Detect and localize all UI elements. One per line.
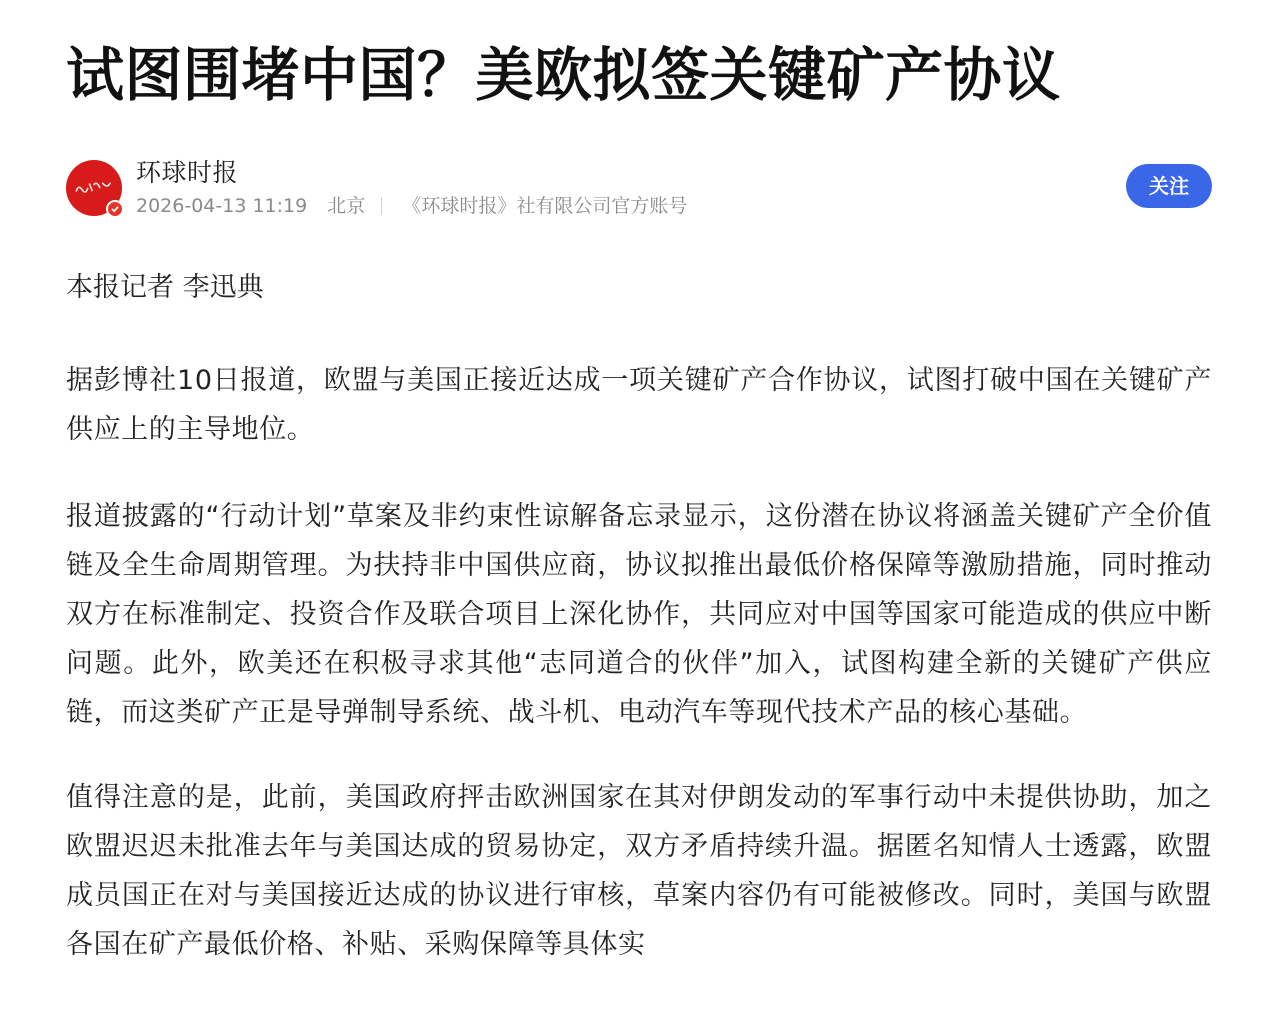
author-name[interactable]: 环球时报: [136, 158, 239, 187]
author-bar: [66, 156, 1212, 220]
author-meta: [136, 194, 687, 218]
follow-button[interactable]: 关注: [1126, 164, 1212, 208]
article-title: 试图围堵中国？美欧拟签关键矿产协议: [66, 41, 1061, 109]
article-paragraph: 值得注意的是，此前，美国政府抨击欧洲国家在其对伊朗发动的军事行动中未提供协助，加之欧盟迟迟未批准去年与美国达成的贸易协定，双方矛盾持续升温。据匿名知情人士透露，欧盟成员国正在对与美国接近达成的协议进行审核，草案内容仍有可能被修改。同时，美国与欧盟各国在矿产最低价格、补贴、采购保障等具体实: [66, 782, 1212, 960]
article-paragraph: 报道披露的“行动计划”草案及非约束性谅解备忘录显示，这份潜在协议将涵盖关键矿产全价值链及全生命周期管理。为扶持非中国供应商，协议拟推出最低价格保障等激励措施，同时推动双方在标准制定、投资合作及联合项目上深化协作，共同应对中国等国家可能造成的供应中断问题。此外，欧美还在积极寻求其他“志同道合的伙伴”加入，试图构建全新的关键矿产供应链，而这类矿产正是导弹制导系统、战斗机、电动汽车等现代技术产品的核心基础。: [66, 501, 1212, 728]
meta-divider: [381, 197, 382, 215]
newspaper-logo-glyph: [73, 176, 115, 197]
article-paragraph: 据彭博社10日报道，欧盟与美国正接近达成一项关键矿产合作协议，试图打破中国在关键矿产供应上的主导地位。: [66, 365, 1212, 445]
article-byline: 本报记者 李迅典: [66, 272, 264, 303]
newspaper-logo-icon: [73, 176, 115, 200]
author-avatar[interactable]: [66, 160, 122, 216]
author-description: 《环球时报》社有限公司官方账号: [402, 195, 688, 217]
publish-datetime: 2026-04-13 11:19: [136, 195, 308, 217]
author-info: [136, 158, 687, 218]
publish-location: 北京: [327, 195, 366, 217]
verified-badge-icon: [106, 200, 124, 218]
